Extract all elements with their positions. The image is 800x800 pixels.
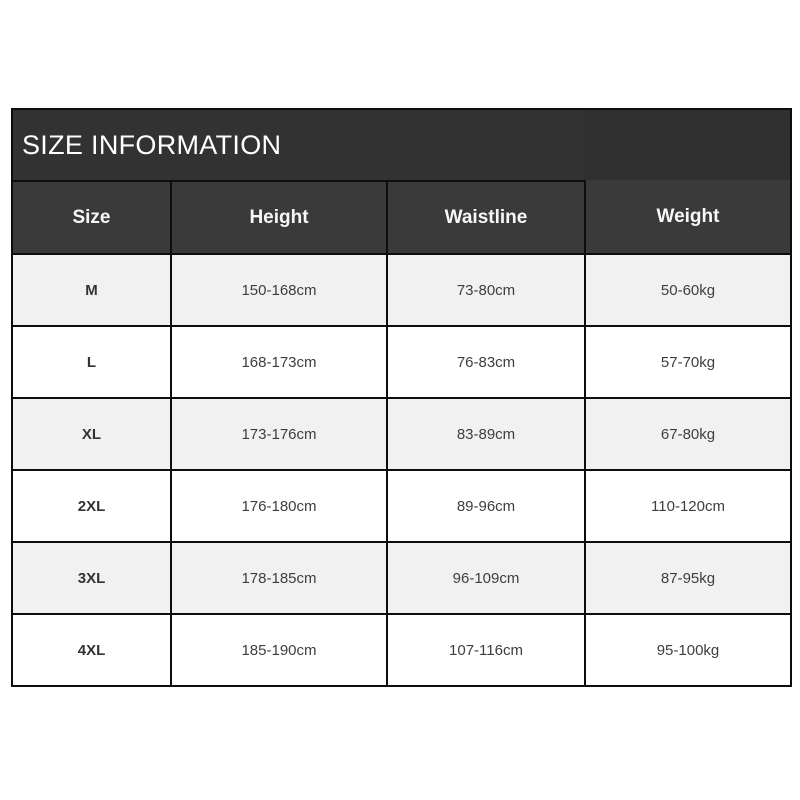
- table-title: SIZE INFORMATION: [13, 110, 584, 180]
- table-cell-size: 4XL: [13, 613, 170, 685]
- table-cell-height: 178-185cm: [170, 541, 386, 613]
- table-cell-waistline: 96-109cm: [386, 541, 584, 613]
- table-cell-weight: 57-70kg: [584, 325, 790, 397]
- title-spacer-cell: [584, 110, 790, 180]
- table-cell-size: 2XL: [13, 469, 170, 541]
- column-header-size: Size: [13, 180, 170, 253]
- size-information-table: [11, 108, 792, 687]
- column-header-waistline: Waistline: [386, 180, 584, 253]
- table-cell-weight: 87-95kg: [584, 541, 790, 613]
- table-cell-weight: 50-60kg: [584, 253, 790, 325]
- table-cell-height: 168-173cm: [170, 325, 386, 397]
- table-cell-height: 173-176cm: [170, 397, 386, 469]
- table-cell-height: 150-168cm: [170, 253, 386, 325]
- table-cell-waistline: 76-83cm: [386, 325, 584, 397]
- column-header-weight: Weight: [584, 180, 790, 253]
- table-cell-height: 185-190cm: [170, 613, 386, 685]
- table-cell-height: 176-180cm: [170, 469, 386, 541]
- table-cell-weight: 110-120cm: [584, 469, 790, 541]
- table-cell-size: XL: [13, 397, 170, 469]
- table-cell-waistline: 83-89cm: [386, 397, 584, 469]
- table-cell-size: M: [13, 253, 170, 325]
- table-cell-waistline: 73-80cm: [386, 253, 584, 325]
- table-cell-weight: 95-100kg: [584, 613, 790, 685]
- table-cell-waistline: 89-96cm: [386, 469, 584, 541]
- table-cell-waistline: 107-116cm: [386, 613, 584, 685]
- column-header-height: Height: [170, 180, 386, 253]
- table-cell-size: L: [13, 325, 170, 397]
- table-cell-size: 3XL: [13, 541, 170, 613]
- table-cell-weight: 67-80kg: [584, 397, 790, 469]
